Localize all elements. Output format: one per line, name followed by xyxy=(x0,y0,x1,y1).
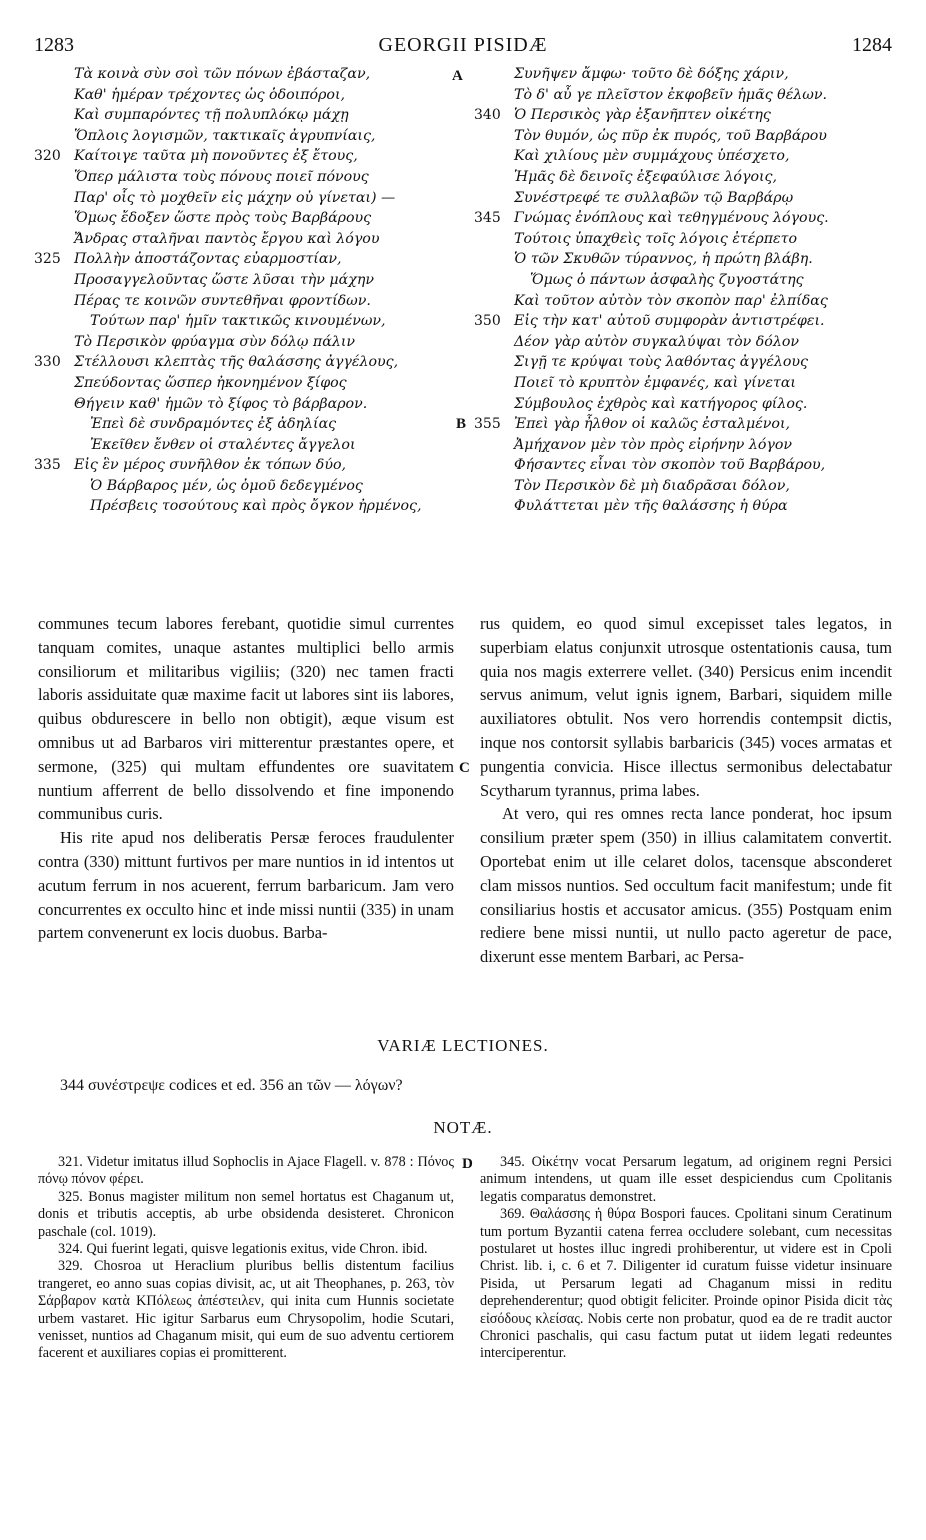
verse-line xyxy=(474,352,894,373)
verse-line xyxy=(34,188,460,209)
verse-line xyxy=(474,229,894,250)
verse-text: Σύμβουλος ἐχθρὸς καὶ κατήγορος φίλος. xyxy=(514,395,808,412)
verse-line xyxy=(474,476,894,497)
verse-text: Εἰς ἓν μέρος συνῆλθον ἐκ τόπων δύο, xyxy=(74,457,347,474)
verse-line xyxy=(34,311,460,332)
verse-text: Δέον γὰρ αὐτὸν συγκαλύψαι τὸν δόλον xyxy=(514,333,800,350)
verse-line xyxy=(34,394,460,415)
verse-text: Τὸν θυμόν, ὡς πῦρ ἐκ πυρός, τοῦ Βαρβάρου xyxy=(514,127,827,144)
latin-paragraph: At vero, qui res omnes recta lance ponderat, hoc ipsum consilium præter spem (350) in illius calamitatem convertit. Oportebat enim ut ille celaret dolos, tacensque absconderet clam missos nuntios. Sed occultum facit manifestum; unde fit consiliarius hostis et accusator amicus. (355) Postquam enim rediere bene missi nuntii, ut nullo pacto ageretur de pace, dixerunt esse mentem Barbari, ac Persa- xyxy=(480,804,892,967)
verse-text: Παρ' οἷς τὸ μοχθεῖν εἰς μάχην οὐ γίνεται) — xyxy=(74,189,396,206)
latin-column-left xyxy=(38,612,454,945)
verse-line xyxy=(474,394,894,415)
verse-text: Ἐπεὶ γὰρ ἦλθον οἱ καλῶς ἐσταλμένοι, xyxy=(514,416,791,433)
verse-text: Τὰ κοινὰ σὺν σοὶ τῶν πόνων ἐβάσταζαν, xyxy=(74,66,371,82)
verse-text: Ἀμήχανον μὲν τὸν πρὸς εἰρήνην λόγον xyxy=(514,436,793,453)
note-entry: 329. Chosroa ut Heraclium pluribus bellis distentum facilius trangeret, eo anno suas copias divisit, ac, ut ait Theophanes, p. 263, τὸν Σάρβαρον κατὰ ΚΠόλεως ἀπέστειλεν, qui inita cum Hunnis societate urbem vastaret. Hic igitur Sarbarus eum Chrysopolim, hodie Scutari, venisset, nuntios ad Chaganum misit, qui eum de suo adventu certiorem facerent et auxiliares copias ei promitterent. xyxy=(38,1258,454,1362)
verse-text: Ὅπερ μάλιστα τοὺς πόνους ποιεῖ πόνους xyxy=(74,168,369,185)
note-entry: 324. Qui fuerint legati, quisve legationis exitus, vide Chron. ibid. xyxy=(58,1241,428,1258)
verse-line xyxy=(34,85,460,106)
verse-line xyxy=(34,332,460,353)
verse-text: Τούτοις ὑπαχθεὶς τοῖς λόγοις ἐτέρπετο xyxy=(514,230,798,247)
verse-line xyxy=(34,352,460,373)
latin-paragraph: rus quidem, eo quod simul excepisset tales legatos, in superbiam elatus conjunxit utrosque ostentationis causa, tum quia nos magis exterrere vellet. (340) Persicus enim incendit servus animum, velut ignis ignem, Barbari, siquidem mille auxiliatores obtulit. Nos vero horrendis contempsit dictis, inque nos contorsit syllabis barbaricis (345) voces armatas et pungentia convicia. Hisce illectus sermonibus delectabatur Scytharum tyrannus, prima labes. xyxy=(480,614,892,800)
note-entry: 321. Videtur imitatus illud Sophoclis in Ajace Flagell. v. 878 : Πόνος πόνῳ πόνον φέρει. xyxy=(38,1154,454,1188)
verse-text: Φυλάττεται μὲν τῆς θαλάσσης ἡ θύρα xyxy=(514,498,788,515)
verse-text: Σιγῇ τε κρύψαι τοὺς λαθόντας ἀγγέλους xyxy=(514,354,808,371)
verse-text: Τούτων παρ' ἡμῖν τακτικῶς κινουμένων, xyxy=(90,313,386,330)
verse-line xyxy=(474,332,894,353)
verse-line xyxy=(474,435,894,456)
latin-column-right xyxy=(480,612,892,969)
verse-text: Ἐκεῖθεν ἔνθεν οἱ σταλέντες ἄγγελοι xyxy=(90,436,356,453)
verse-line xyxy=(34,435,460,456)
verse-text: Πολλὴν ἀποστάζοντας εὐαρμοστίαν, xyxy=(74,251,342,268)
verse-line xyxy=(474,414,894,435)
verse-text: Τὸ δ' αὖ γε πλεῖστον ἐκφοβεῖν ἡμᾶς θέλων. xyxy=(514,86,827,103)
verse-line xyxy=(34,208,460,229)
greek-column-left xyxy=(34,64,460,517)
greek-column-right xyxy=(474,64,894,517)
verse-text: Προσαγγελοῦντας ὥστε λῦσαι τὴν μάχην xyxy=(74,271,374,288)
verse-line xyxy=(34,270,460,291)
note-entry: 345. Οἰκέτην vocat Persarum legatum, ad originem regni Persici animum intendens, ut quam ille esset despiciendus cum Cpolitanis legatis comparatus demonstret. xyxy=(480,1154,892,1205)
verse-text: Ὅμως ἔδοξεν ὥστε πρὸς τοὺς Βαρβάρους xyxy=(74,210,372,227)
verse-number: 350 xyxy=(474,313,501,330)
verse-text: Συνέστρεφέ τε συλλαβῶν τῷ Βαρβάρῳ xyxy=(514,189,794,206)
verse-text: Γνώμας ἐνόπλους καὶ τεθηγμένους λόγους. xyxy=(514,210,829,227)
verse-text: Σπεύδοντας ὥσπερ ἠκονημένον ξίφος xyxy=(74,374,347,391)
verse-line xyxy=(474,249,894,270)
variae-heading: VARIÆ LECTIONES. xyxy=(377,1036,549,1055)
latin-paragraph: communes tecum labores ferebant, quotidie simul currentes tanquam comites, unaque astantes multiplici bello armis consiliorum et militaribus vigiliis; (320) nec tamen fracti laboris assiduitate quæ maxime facit ut labores sint iis labores, quibus obdurescere in bello non obtigit), æque visum est omnibus ut ad Barbaros viri mitterentur præstantes opere, et sermone, (325) qui multam effundentes ore suavitatem nuntium afferrent de bello dissolvendo et fine imponendo communibus curis. xyxy=(38,614,454,824)
running-title: GEORGII PISIDÆ xyxy=(378,34,548,56)
verse-line xyxy=(474,85,894,106)
note-entry: 325. Bonus magister militum non semel hortatus est Chaganum ut, donis et tributis acceptis, ab urbe obsidenda desisteret. Chronicon paschale (col. 1019). xyxy=(38,1188,454,1240)
verse-text: Ἄνδρας σταλῆναι παντὸς ἔργου καὶ λόγου xyxy=(74,230,380,247)
margin-mark-a: A xyxy=(452,68,463,84)
verse-text: Συνῆψεν ἄμφω· τοῦτο δὲ δόξης χάριν, xyxy=(514,66,789,82)
verse-text: Ὁ Περσικὸς γὰρ ἐξανῆπτεν οἰκέτης xyxy=(514,107,771,124)
verse-text: Καὶ συμπαρόντες τῇ πολυπλόκῳ μάχῃ xyxy=(74,107,349,124)
verse-number: 355 xyxy=(474,416,501,433)
verse-line xyxy=(474,146,894,167)
verse-number: 320 xyxy=(34,148,61,165)
verse-line xyxy=(34,414,460,435)
verse-text: Θήγειν καθ' ἡμῶν τὸ ξίφος τὸ βάρβαρον. xyxy=(74,395,368,412)
verse-line xyxy=(474,208,894,229)
verse-line xyxy=(474,270,894,291)
verse-text: Στέλλουσι κλεπτὰς τῆς θαλάσσης ἀγγέλους, xyxy=(74,354,399,371)
verse-line xyxy=(474,373,894,394)
verse-line xyxy=(474,455,894,476)
verse-text: Ἡμᾶς δὲ δεινοῖς ἐξεφαύλισε λόγοις, xyxy=(514,168,778,185)
verse-text: Ἐπεὶ δὲ συνδραμόντες ἐξ ἀδηλίας xyxy=(90,416,337,433)
verse-text: Καὶ χιλίους μὲν συμμάχους ὑπέσχετο, xyxy=(514,148,790,165)
verse-line xyxy=(474,311,894,332)
verse-number: 325 xyxy=(34,251,61,268)
verse-line xyxy=(34,167,460,188)
verse-text: Ποιεῖ τὸ κρυπτὸν ἐμφανές, καὶ γίνεται xyxy=(514,374,796,391)
page-number-left: 1283 xyxy=(34,34,74,56)
verse-line xyxy=(34,126,460,147)
note-entry: 369. Θαλάσσης ἡ θύρα Bospori fauces. Cpolitani sinum Ceratinum tum portum Byzantii catena ferrea occludere solebant, cum necessitas postularet ut hostes illuc ingredi prohiberentur, ut videre est in Cpoli Christ. lib. i, c. 6 et 7. Diligenter id curatum fuisse videtur insinuare Pisida, ut Persarum legati ad Chaganum missi in reditu deprehenderentur; quod obtigit feliciter. Proinde opinor Pisida dicit τὰς εἰσόδους κλείσας. Nobis certe non probatur, quod ea de re tradit auctor Chronici paschalis, qui casu factum putat ut iidem legati redeuntes interciperentur. xyxy=(480,1206,892,1362)
verse-line xyxy=(34,455,460,476)
verse-number: 335 xyxy=(34,457,61,474)
verse-line xyxy=(34,476,460,497)
verse-line xyxy=(474,496,894,517)
verse-line xyxy=(474,188,894,209)
verse-line xyxy=(474,291,894,312)
latin-paragraph: His rite apud nos deliberatis Persæ feroces fraudulenter contra (330) mittunt furtivos per mare nuntios in id intentos ut acutum ferrum in nos acuerent, ferrum barbaricum. Jam vero concurrentes ex occulto hinc et inde missi nuntii (335) in unam partem convenerunt ex locis duobus. Barba- xyxy=(38,828,454,943)
notae-heading: NOTÆ. xyxy=(433,1118,493,1137)
verse-line xyxy=(34,373,460,394)
verse-text: Φήσαντες εἶναι τὸν σκοπὸν τοῦ Βαρβάρου, xyxy=(514,457,826,474)
variae-text: 344 συνέστρεψε codices et ed. 356 an τῶν — λόγων? xyxy=(60,1077,403,1094)
verse-text: Καθ' ἡμέραν τρέχοντες ὡς ὁδοιπόροι, xyxy=(74,86,346,103)
margin-mark-b: B xyxy=(456,416,467,432)
verse-line xyxy=(34,64,460,85)
verse-line xyxy=(34,105,460,126)
verse-line xyxy=(474,64,894,85)
verse-text: Πέρας τε κοινῶν συντεθῆναι φροντίδων. xyxy=(74,292,371,309)
verse-number: 340 xyxy=(474,107,501,124)
verse-text: Τὸ Περσικὸν φρύαγμα σὺν δόλῳ πάλιν xyxy=(74,333,356,350)
notes-column-right xyxy=(480,1154,892,1363)
verse-text: Καὶ τοῦτον αὐτὸν τὸν σκοπὸν παρ' ἐλπίδας xyxy=(514,292,828,309)
verse-line xyxy=(34,291,460,312)
verse-line xyxy=(474,126,894,147)
page-number-right: 1284 xyxy=(852,34,892,56)
verse-text: Τὸν Περσικὸν δὲ μὴ διαδρᾶσαι δόλον, xyxy=(514,477,790,494)
verse-number: 330 xyxy=(34,354,61,371)
verse-line xyxy=(34,249,460,270)
verse-number: 345 xyxy=(474,210,501,227)
margin-mark-c: C xyxy=(459,760,470,776)
notes-column-left xyxy=(38,1154,454,1363)
verse-text: Ὅμως ὁ πάντων ἀσφαλὴς ζυγοστάτης xyxy=(530,271,804,288)
verse-line xyxy=(474,105,894,126)
verse-text: Πρέσβεις τοσούτους καὶ πρὸς ὄγκον ἠρμένος, xyxy=(90,498,422,515)
verse-text: Καίτοιγε ταῦτα μὴ πονοῦντες ἐξ ἔτους, xyxy=(74,148,358,165)
verse-line xyxy=(34,496,460,517)
verse-text: Εἰς τὴν κατ' αὐτοῦ συμφορὰν ἀντιστρέφει. xyxy=(514,313,825,330)
verse-line xyxy=(34,146,460,167)
verse-line xyxy=(34,229,460,250)
verse-line xyxy=(474,167,894,188)
verse-text: Ὅπλοις λογισμῶν, τακτικαῖς ἀγρυπνίαις, xyxy=(74,127,376,144)
verse-text: Ὁ τῶν Σκυθῶν τύραννος, ἡ πρώτη βλάβη. xyxy=(514,251,813,268)
verse-text: Ὁ Βάρβαρος μέν, ὡς ὁμοῦ δεδεγμένος xyxy=(90,477,363,494)
margin-mark-d: D xyxy=(462,1156,473,1172)
running-header xyxy=(34,34,892,60)
